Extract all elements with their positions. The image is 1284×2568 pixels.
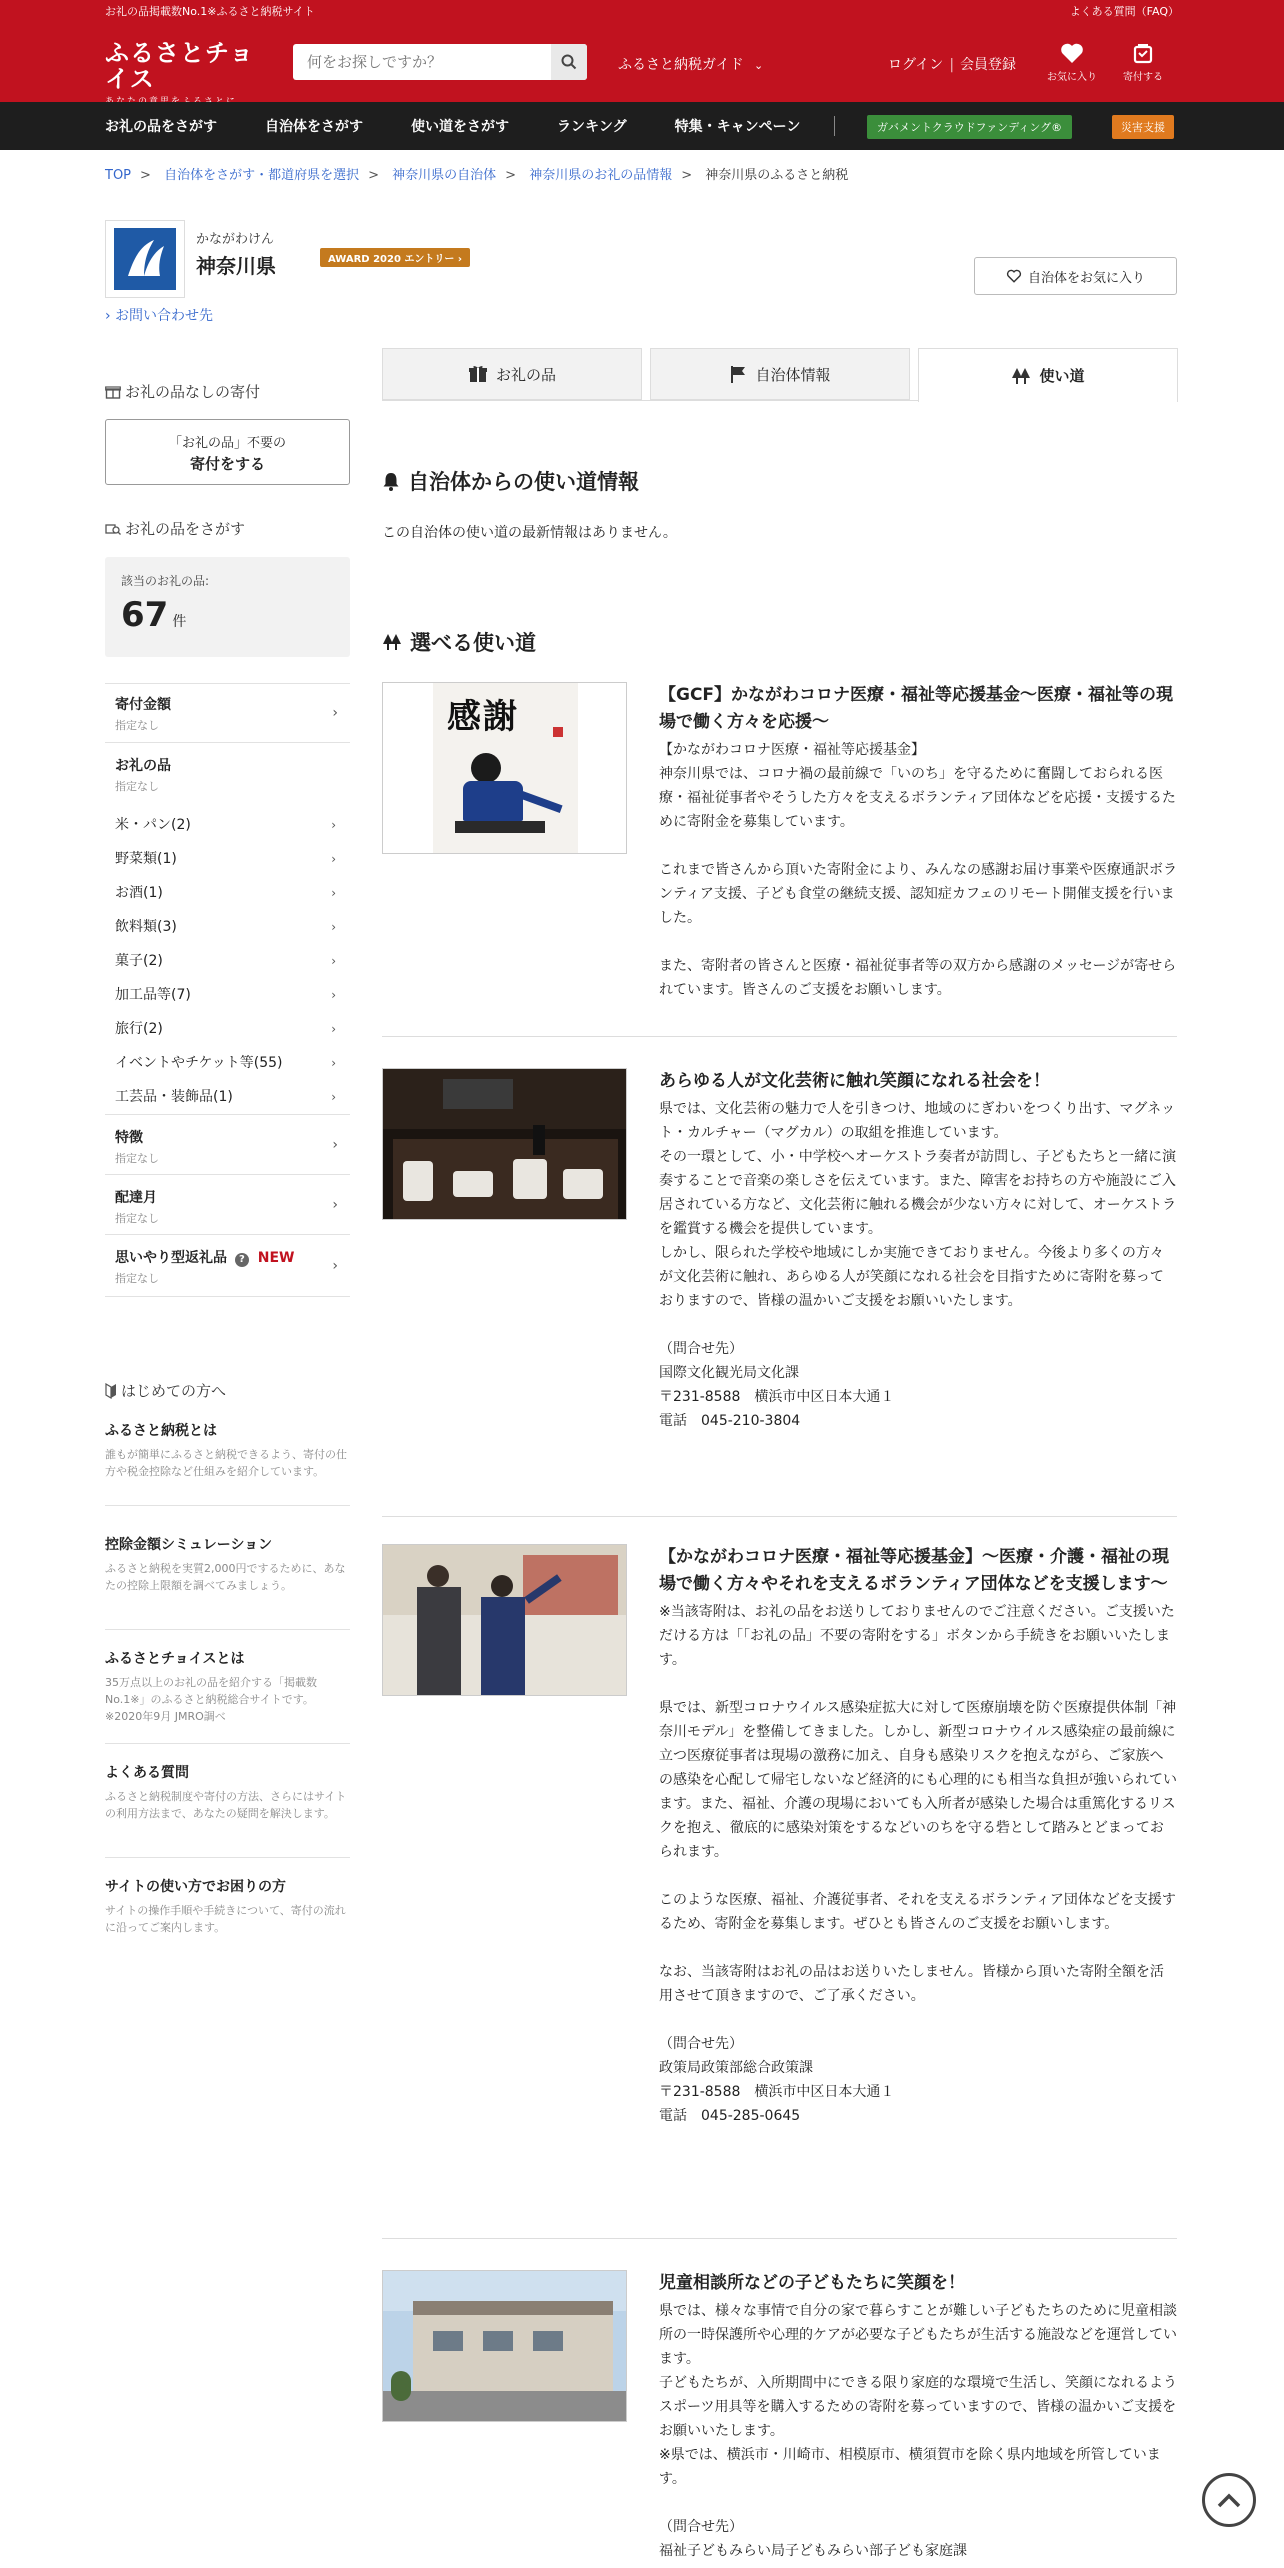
tab-goods[interactable]: [382, 348, 642, 400]
project-body: 【かながわコロナ医療・福祉等応援基金】 神奈川県では、コロナ禍の最前線で「いのち」を守るために奮闘しておられる医療・福祉従事者やそうした方々を支えるボランティア団体などを応援・支援するために寄附金を募集しています。 これまで皆さんから頂いた寄附金により、みんなの感謝お届け事業や医療通訳ボランティア支援、子ども食堂の継続支援、認知症カフェのリモート開催支援を行いました。 また、寄附者の皆さんと医療・福祉従事者等の双方から感謝のメッセージが寄せられています。皆さんのご支援をお願いします。: [659, 742, 1177, 998]
project-text: [659, 1544, 1177, 2128]
nodonate-heading-label: お礼の品なしの寄付: [125, 383, 261, 401]
project-text: [659, 1068, 1177, 1433]
favorites-label: お気に入り: [1047, 72, 1097, 83]
heart-icon: [1060, 42, 1084, 64]
nav-item-usage[interactable]: 使い道をさがす: [411, 119, 509, 135]
divider: [382, 2238, 1177, 2239]
usage-project: [382, 1544, 1177, 2204]
filter-feature-title: 特徴: [115, 1130, 143, 1146]
contact-label: お問い合わせ先: [115, 308, 214, 324]
gift-icon: [468, 365, 488, 383]
municipality-kana: かながわけん: [196, 232, 275, 247]
gift-box-icon: [105, 385, 121, 399]
guide-item-desc: ふるさと納税を実質2,000円でするために、あなたの控除上限額を調べてみましょう。: [105, 1562, 346, 1592]
breadcrumb-goods-info[interactable]: 神奈川県のお礼の品情報: [529, 168, 673, 183]
filter-month[interactable]: [105, 1175, 350, 1235]
chevron-right-icon: ›: [332, 1196, 338, 1213]
project-title[interactable]: あらゆる人が文化芸術に触れ笑顔になれる社会を！: [659, 1071, 1050, 1091]
donate-label: 寄付する: [1123, 72, 1163, 83]
beginners-heading-label: はじめての方へ: [121, 1382, 227, 1400]
search-input[interactable]: [293, 44, 551, 80]
guide-item-title: ふるさとチョイスとは: [105, 1651, 245, 1667]
nodonate-heading: [105, 381, 260, 402]
guide-item-desc: 35万点以上のお礼の品を紹介する「掲載数No.1※」のふるさと納税総合サイトです。※2020年9月 JMRO調べ: [105, 1676, 317, 1723]
new-badge: NEW: [257, 1250, 295, 1266]
chevron-right-icon: ›: [331, 886, 336, 900]
filter-amount-title: 寄付金額: [115, 697, 171, 713]
award-badge[interactable]: [320, 248, 470, 267]
category-label: 野菜類(1): [115, 851, 177, 867]
favorites-button[interactable]: [1042, 42, 1102, 83]
header: [0, 22, 1284, 102]
beginner-mark-icon: [105, 1383, 117, 1399]
project-title[interactable]: 【かながわコロナ医療・福祉等応援基金】～医療・介護・福祉の現場で働く方々やそれを支えるボランティア団体などを支援します～: [659, 1547, 1169, 1594]
guide-menu[interactable]: [618, 54, 763, 74]
project-image[interactable]: [382, 1544, 627, 1696]
chevron-down-icon: ⌄: [754, 59, 764, 72]
tab-usage[interactable]: [918, 348, 1178, 402]
donate-button[interactable]: [1113, 42, 1173, 83]
breadcrumb-municipalities[interactable]: 神奈川県の自治体: [392, 168, 497, 183]
heart-outline-icon: [1006, 269, 1022, 283]
guide-label: ふるさと納税ガイド: [618, 57, 744, 73]
nav-item-campaign[interactable]: 特集・キャンペーン: [674, 119, 801, 135]
category-label: 旅行(2): [115, 1021, 163, 1037]
category-item[interactable]: [105, 808, 350, 842]
category-label: 加工品等(7): [115, 987, 191, 1003]
search-gift-icon: [105, 522, 121, 536]
login-link[interactable]: ログイン: [888, 57, 944, 73]
chevron-right-icon: ›: [331, 818, 336, 832]
usage-info-heading-label: 自治体からの使い道情報: [408, 470, 639, 494]
project-image[interactable]: [382, 1068, 627, 1220]
search-button[interactable]: [551, 44, 587, 80]
auth-links: ログイン | 会員登録: [888, 57, 1017, 73]
beginners-heading: [105, 1380, 226, 1401]
guide-item[interactable]: [105, 1762, 350, 1858]
site-logo[interactable]: [105, 40, 275, 107]
filter-omoiyari-title: [115, 1247, 340, 1267]
result-count-box: [105, 557, 350, 657]
back-to-top-button[interactable]: [1202, 2473, 1256, 2527]
cart-icon: [1131, 42, 1155, 64]
category-item[interactable]: [105, 978, 350, 1012]
guide-item-title: ふるさと納税とは: [105, 1423, 217, 1439]
trees-icon: [1011, 367, 1031, 385]
choose-usage-heading-label: 選べる使い道: [410, 631, 536, 655]
chevron-right-icon: ›: [331, 920, 336, 934]
chevron-right-icon: ›: [331, 852, 336, 866]
nodonate-button[interactable]: [105, 419, 350, 485]
filter-amount[interactable]: [105, 683, 350, 743]
breadcrumb-top[interactable]: TOP: [105, 168, 132, 183]
choose-usage-heading: [382, 627, 536, 657]
usage-project: [382, 682, 1177, 1012]
filter-omoiyari-label: 思いやり型返礼品: [115, 1250, 227, 1266]
prefecture-emblem: [105, 220, 185, 298]
project-title[interactable]: 児童相談所などの子どもたちに笑顔を！: [659, 2273, 965, 2293]
chevron-right-icon: ›: [332, 705, 338, 721]
project-body: 県では、様々な事情で自分の家で暮らすことが難しい子どもたちのために児童相談所の一時保護所や心理的ケアが必要な子どもたちが生活する施設などを運営しています。 子どもたちが、入所期間中にできる限り家庭的な環境で生活し、笑顔になれるようスポーツ用具等を購入するための寄附を募っていますので、皆様の温かいご支援をお願いいたします。 ※県では、横浜市・川崎市、相模原市、横須賀市を除く県内地域を所管しています。 （問合せ先） 福祉子どもみらい局子どもみらい部子ども家庭課: [659, 2303, 1177, 2559]
project-body: ※当該寄附は、お礼の品をお送りしておりませんのでご注意ください。ご支援いただける方は「「お礼の品」不要の寄附をする」ボタンから手続きをお願いいたします。 県では、新型コロナウイルス感染症拡大に対して医療崩壊を防ぐ医療提供体制「神奈川モデル」を整備してきました。しかし、新型コロナウイルス感染症の最前線に立つ医療従事者は現場の激務に加え、自身も感染リスクを抱えながら、ご家族への感染を心配して帰宅しないなど経済的にも心理的にも相当な負担が強いられています。また、福祉、介護の現場においても入所者が感染した場合は重篤化するリスクを抱え、徹底的に感染対策をするなどいのちを守る砦として踏みとどまっておられます。 このような医療、福祉、介護従事者、それを支えるボランティア団体などを支援するため、寄附金を募集します。ぜひとも皆さんのご支援をお願いします。 なお、当該寄附はお礼の品はお送りいたしません。皆様から頂いた寄附全額を活用させて頂きますので、ご了承ください。 （問合せ先） 政策局政策部総合政策課 〒231-8588 横浜市中区日本大通１ 電話 045-285-0645: [659, 1604, 1177, 2124]
flag-icon: [729, 365, 747, 383]
guide-item[interactable]: [105, 1420, 350, 1506]
prefecture-emblem-icon: [114, 228, 176, 290]
filter-goods-title: お礼の品: [115, 758, 171, 774]
result-count-number: 67: [121, 595, 169, 635]
breadcrumb: TOP > 自治体をさがす・都道府県を選択 > 神奈川県の自治体 > 神奈川県のお礼の品情報 > 神奈川県のふるさと納税: [105, 168, 849, 183]
bell-icon: [382, 471, 400, 491]
help-icon[interactable]: ?: [235, 1253, 249, 1267]
project-image[interactable]: [382, 2270, 627, 2422]
guide-item[interactable]: [105, 1876, 350, 1956]
category-item[interactable]: [105, 944, 350, 978]
trees-icon: [382, 633, 402, 651]
filter-month-title: 配達月: [115, 1190, 157, 1206]
tab-municipality-info-label: 自治体情報: [755, 365, 831, 384]
project-image-calligraphy: 感謝: [447, 697, 519, 737]
filter-goods: [105, 743, 350, 803]
top-strip: [0, 0, 1284, 22]
breadcrumb-prefecture-select[interactable]: 自治体をさがす・都道府県を選択: [164, 168, 360, 183]
project-image[interactable]: [382, 682, 627, 854]
category-item[interactable]: [105, 1046, 350, 1080]
usage-project: [382, 2270, 1177, 2568]
tab-municipality-info[interactable]: [650, 348, 910, 400]
chevron-right-icon: ›: [331, 988, 336, 1002]
guide-item-title: 控除金額シミュレーション: [105, 1537, 273, 1553]
favorite-municipality-label: 自治体をお気に入り: [1027, 270, 1145, 286]
search-icon: [561, 54, 577, 70]
nav-item-ranking[interactable]: ランキング: [557, 119, 627, 135]
filter-amount-sub: 指定なし: [115, 719, 159, 732]
category-label: お酒(1): [115, 885, 163, 901]
category-item[interactable]: [105, 1080, 350, 1114]
tab-goods-label: お礼の品: [495, 365, 556, 384]
usage-info-heading: [382, 466, 639, 496]
divider: [382, 1036, 1177, 1037]
guide-item[interactable]: [105, 1534, 350, 1630]
goods-search-heading: [105, 518, 245, 539]
chevron-right-icon: ›: [331, 1056, 336, 1070]
guide-item-desc: ふるさと納税制度や寄付の方法、さらにはサイトの利用方法まで、あなたの疑問を解決します。: [105, 1790, 347, 1820]
disaster-support-button[interactable]: 災害支援: [1112, 115, 1174, 139]
nav-item-municipality[interactable]: 自治体をさがす: [265, 119, 363, 135]
filter-month-sub: 指定なし: [115, 1212, 159, 1225]
contact-link[interactable]: [105, 305, 213, 325]
site-tagline: お礼の品掲載数No.1※ふるさと納税サイト: [105, 5, 315, 18]
tab-usage-label: 使い道: [1039, 367, 1085, 385]
chevron-right-icon: ›: [331, 1090, 336, 1104]
faq-link[interactable]: よくある質問（FAQ）: [1069, 5, 1179, 18]
nodonate-line2: 寄付をする: [189, 455, 265, 473]
guide-item-title: よくある質問: [105, 1765, 189, 1781]
guide-item-desc: 誰もが簡単にふるさと納税できるよう、寄付の仕方や税金控除など仕組みを紹介しています。: [105, 1448, 347, 1478]
guide-item-title: サイトの使い方でお困りの方: [105, 1879, 287, 1895]
nav-divider: [834, 116, 835, 136]
filter-omoiyari[interactable]: [105, 1235, 350, 1297]
award-label: AWARD 2020 エントリー: [328, 254, 455, 265]
category-label: 飲料類(3): [115, 919, 177, 935]
goods-search-heading-label: お礼の品をさがす: [125, 520, 246, 538]
category-label: 工芸品・装飾品(1): [115, 1089, 233, 1105]
filter-feature[interactable]: [105, 1115, 350, 1175]
logo-text: ふるさとチョイス: [105, 38, 255, 93]
guide-item[interactable]: [105, 1648, 350, 1744]
chevron-right-icon: ›: [331, 954, 336, 968]
category-item[interactable]: [105, 910, 350, 944]
project-title[interactable]: 【GCF】かながわコロナ医療・福祉等応援基金～医療・福祉等の現場で働く方々を応援～: [659, 685, 1174, 732]
guide-item-desc: サイトの操作手順や手続きについて、寄付の流れに沿ってご案内します。: [105, 1904, 346, 1934]
nav-item-goods[interactable]: お礼の品をさがす: [105, 119, 217, 135]
favorite-municipality-button[interactable]: [974, 257, 1177, 295]
search-box: [293, 44, 587, 80]
category-label: 米・パン(2): [115, 817, 191, 833]
result-count-label: 該当のお礼の品:: [121, 574, 210, 588]
divider: [382, 1516, 1177, 1517]
usage-project: [382, 1068, 1177, 1498]
municipality-name: 神奈川県: [196, 254, 276, 278]
register-link[interactable]: 会員登録: [960, 57, 1017, 73]
chevron-right-icon: ›: [332, 1136, 338, 1153]
category-item[interactable]: [105, 876, 350, 910]
category-label: 菓子(2): [115, 953, 163, 969]
main-nav: [0, 102, 1284, 150]
no-info-text: この自治体の使い道の最新情報はありません。: [382, 525, 677, 541]
chevron-right-icon: ›: [331, 1022, 336, 1036]
project-text: [659, 2270, 1177, 2563]
project-body: 県では、文化芸術の魅力で人を引きつけ、地域のにぎわいをつくり出す、マグネット・カルチャー（マグカル）の取組を推進しています。 その一環として、小・中学校へオーケストラ奏者が訪問し、子どもたちと一緒に演奏することで音楽の楽しさを伝えています。また、障害をお持ちの方や施設にご入居されている方など、文化芸術に触れる機会が少ない方々に対して、オーケストラを鑑賞する機会を提供しています。 しかし、限られた学校や地域にしか実施できておりません。今後より多くの方々が文化芸術に触れ、あらゆる人が笑顔になれる社会を目指すために寄附を募っておりますので、皆様の温かいご支援をお願いいたします。 （問合せ先） 国際文化観光局文化課 〒231-8588 横浜市中区日本大通１ 電話 045-210-3804: [659, 1101, 1177, 1429]
breadcrumb-current: 神奈川県のふるさと納税: [705, 168, 849, 183]
category-item[interactable]: [105, 1012, 350, 1046]
chevron-right-icon: ›: [332, 1257, 338, 1274]
nodonate-line1: 「お礼の品」不要の: [168, 436, 286, 451]
category-label: イベントやチケット等(55): [115, 1055, 283, 1071]
result-count-unit: 件: [172, 614, 187, 630]
filter-goods-sub: 指定なし: [115, 780, 159, 793]
chevron-right-icon: ›: [457, 254, 463, 265]
project-text: [659, 682, 1177, 1002]
chevron-up-icon: [1216, 2491, 1242, 2509]
chevron-right-icon: ›: [105, 308, 116, 324]
gcf-button[interactable]: ガバメントクラウドファンディング®: [867, 115, 1072, 139]
filter-feature-sub: 指定なし: [115, 1152, 159, 1165]
result-count: [121, 595, 334, 635]
category-item[interactable]: [105, 842, 350, 876]
filter-omoiyari-sub: 指定なし: [115, 1272, 159, 1285]
